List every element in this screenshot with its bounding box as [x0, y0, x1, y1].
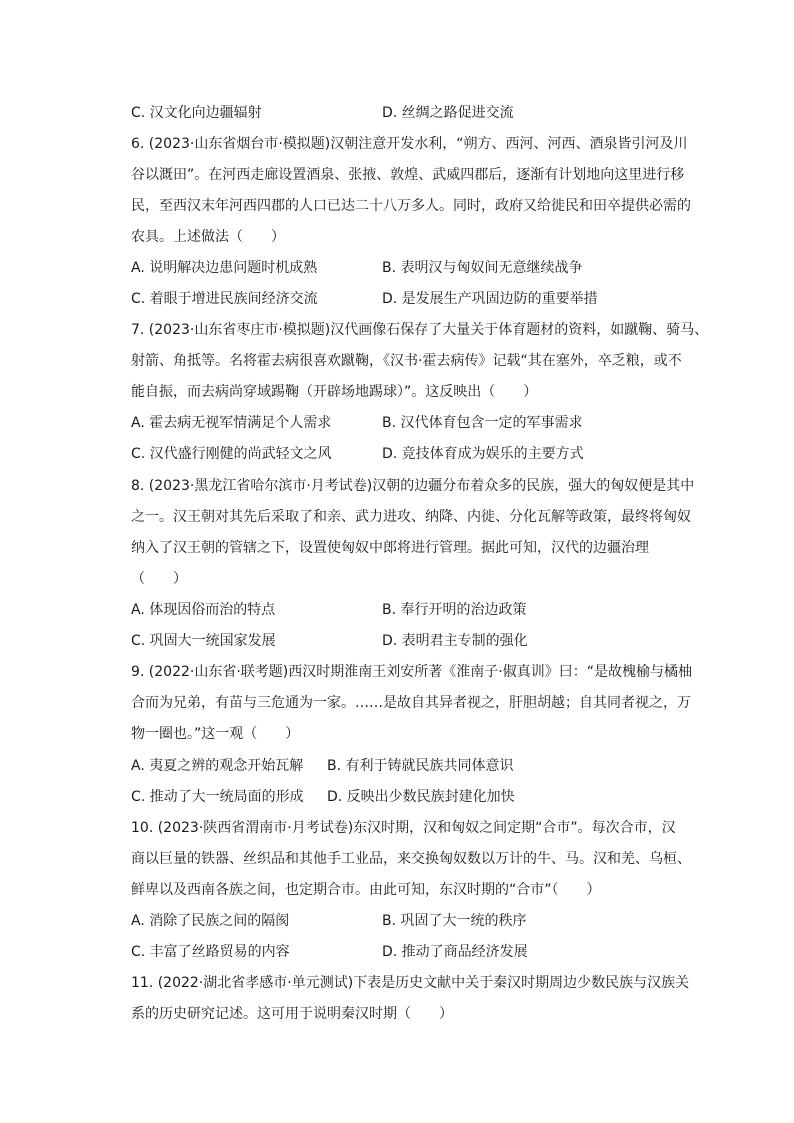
q6-option-b: B. 表明汉与匈奴间无意继续战争	[382, 260, 583, 276]
q8-stem-line-4: （ ）	[131, 571, 187, 587]
q7-option-d: D. 竞技体育成为娱乐的主要方式	[382, 446, 584, 462]
q10-stem-line-3: 鲜卑以及西南各族之间，也定期合市。由此可知，东汉时期的“合市”（ ）	[131, 882, 601, 898]
q10-option-d: D. 推动了商品经济发展	[382, 944, 528, 960]
q8-option-b: B. 奉行开明的治边政策	[382, 602, 527, 618]
q8-option-d: D. 表明君主专制的强化	[382, 633, 528, 649]
q7-stem-line-3: 能自振，而去病尚穿域踢鞠（开辟场地踢球）”。这反映出（ ）	[131, 384, 538, 400]
q8-stem-line-2: 之一。汉王朝对其先后采取了和亲、武力进攻、纳降、内徙、分化瓦解等政策，最终将匈奴	[131, 509, 691, 525]
q5-option-d: D. 丝绸之路促进交流	[382, 105, 514, 121]
q7-option-c: C. 汉代盛行刚健的尚武轻文之风	[131, 446, 332, 462]
q6-option-c: C. 着眼于增进民族间经济交流	[131, 291, 318, 307]
q6-stem-line-1: 6. (2023·山东省烟台市·模拟题)汉朝注意开发水利，“朔方、西河、河西、酒泉皆引河及川	[131, 136, 688, 152]
q9-stem-line-3: 物一圈也。”这一观（ ）	[131, 726, 300, 742]
q9-option-c: C. 推动了大一统局面的形成	[131, 789, 304, 805]
q6-option-d: D. 是发展生产巩固边防的重要举措	[382, 291, 598, 307]
q11-stem-line-2: 系的历史研究记述。这可用于说明秦汉时期（ ）	[131, 1006, 453, 1022]
q9-option-b: B. 有利于铸就民族共同体意识	[327, 758, 514, 774]
q8-stem-line-3: 纳入了汉王朝的管辖之下，设置使匈奴中郎将进行管理。据此可知，汉代的边疆治理	[131, 540, 649, 556]
q7-stem-line-2: 射箭、角抵等。名将霍去病很喜欢蹴鞠，《汉书·霍去病传》记载“其在塞外，卒乏粮，或不	[131, 353, 682, 369]
q10-stem-line-1: 10. (2023·陕西省渭南市·月考试卷)东汉时期，汉和匈奴之间定期“合市”。每次合市，汉	[131, 820, 676, 836]
q8-option-a: A. 体现因俗而治的特点	[131, 602, 276, 618]
q7-stem-line-1: 7. (2023·山东省枣庄市·模拟题)汉代画像石保存了大量关于体育题材的资料，如蹴鞠、骑马、	[131, 322, 709, 338]
q10-option-b: B. 巩固了大一统的秩序	[382, 913, 527, 929]
q7-option-b: B. 汉代体育包含一定的军事需求	[382, 415, 583, 431]
q7-option-a: A. 霍去病无视军情满足个人需求	[131, 415, 332, 431]
q9-option-d: D. 反映出少数民族封建化加快	[327, 789, 515, 805]
q10-stem-line-2: 商以巨量的铁器、丝织品和其他手工业品，来交换匈奴数以万计的牛、马。汉和羌、乌桓、	[131, 851, 691, 867]
q6-stem-line-4: 农具。上述做法（ ）	[131, 229, 285, 245]
q11-stem-line-1: 11. (2022·湖北省孝感市·单元测试)下表是历史文献中关于秦汉时期周边少数民族与汉族关	[131, 975, 690, 991]
q9-option-a: A. 夷夏之辨的观念开始瓦解	[131, 758, 304, 774]
q6-stem-line-2: 谷以溉田”。在河西走廊设置酒泉、张掖、敦煌、武威四郡后，逐渐有计划地向这里进行移	[131, 167, 685, 183]
q8-stem-line-1: 8. (2023·黑龙江省哈尔滨市·月考试卷)汉朝的边疆分布着众多的民族，强大的匈奴便是其中	[131, 478, 695, 494]
q10-option-a: A. 消除了民族之间的隔阂	[131, 913, 290, 929]
q8-option-c: C. 巩固大一统国家发展	[131, 633, 276, 649]
q9-stem-line-2: 合而为兄弟，有苗与三危通为一家。……是故自其异者视之，肝胆胡越；自其同者视之，万	[131, 695, 691, 711]
q5-option-c: C. 汉文化向边疆辐射	[131, 105, 262, 121]
q6-option-a: A. 说明解决边患问题时机成熟	[131, 260, 318, 276]
q6-stem-line-3: 民，至西汉末年河西四郡的人口已达二十八万多人。同时，政府又给徙民和田卒提供必需的	[131, 198, 691, 214]
q10-option-c: C. 丰富了丝路贸易的内容	[131, 944, 290, 960]
q9-stem-line-1: 9. (2022·山东省·联考题)西汉时期淮南王刘安所著《淮南子·俶真训》曰：“是故槐榆与橘柚	[131, 664, 692, 680]
